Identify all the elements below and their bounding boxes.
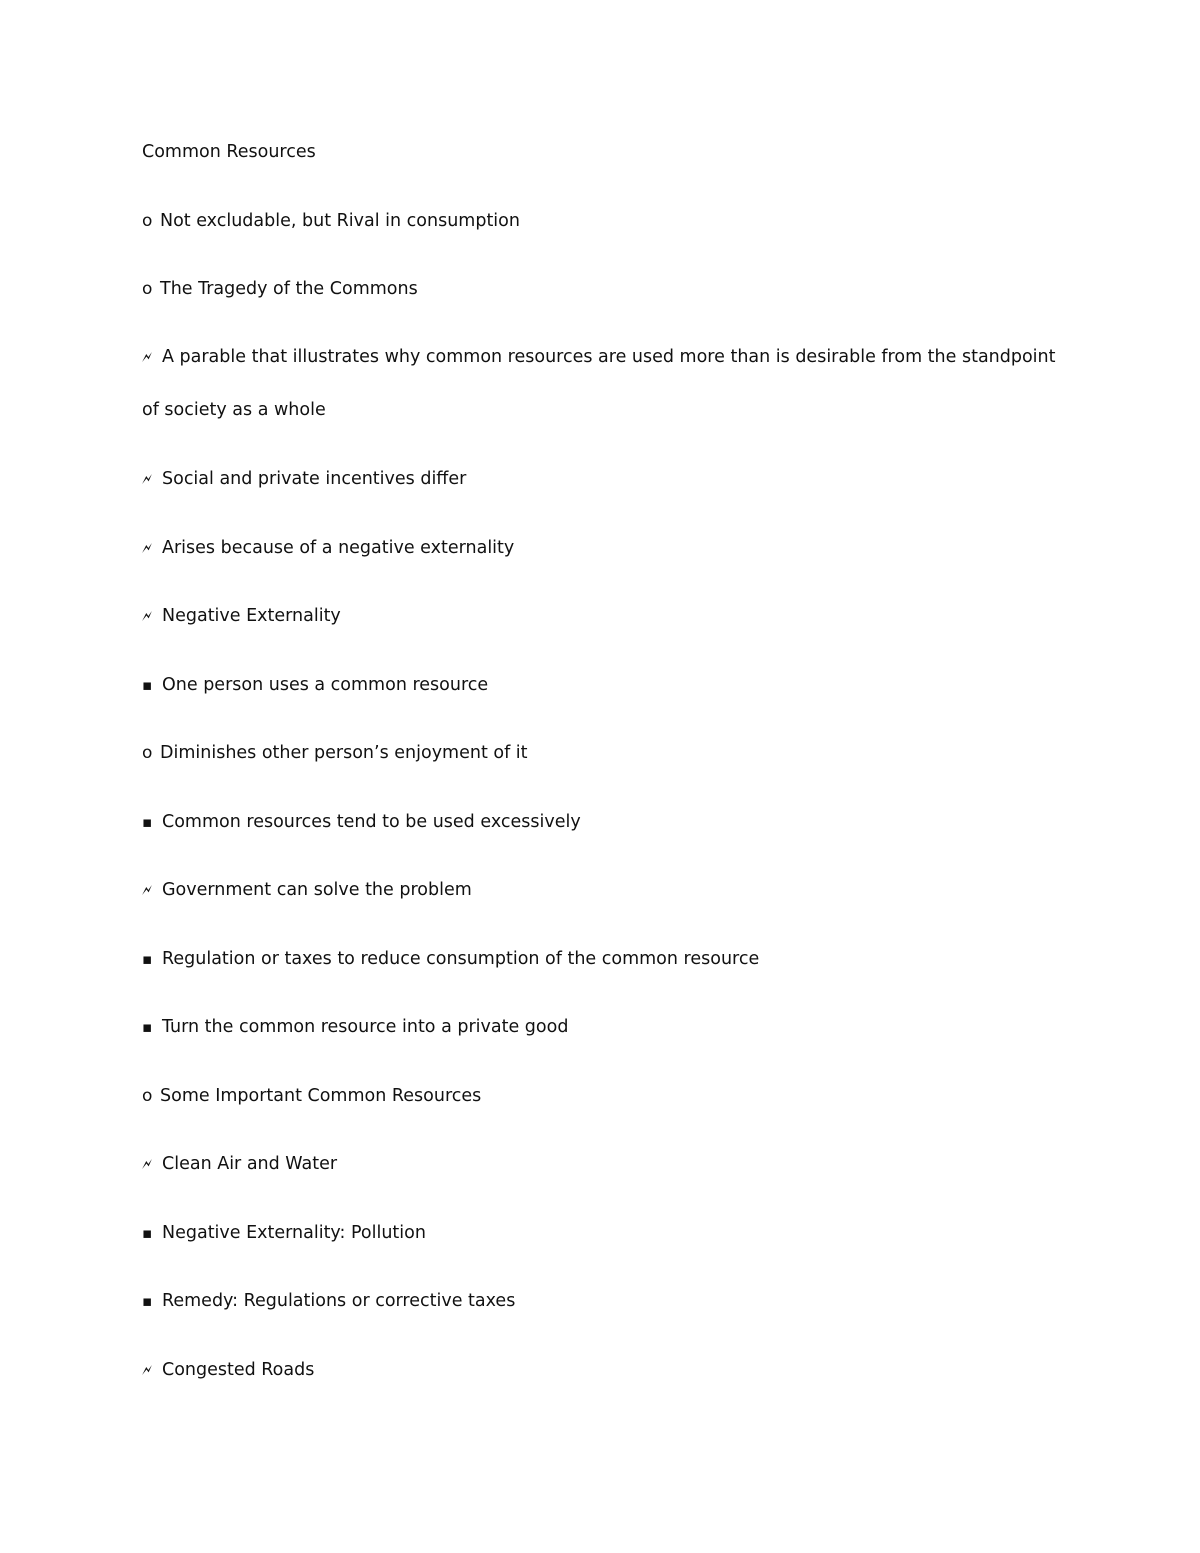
list-item [142,811,1062,833]
glyph-bullet-icon: 🗲 [142,1155,152,1173]
list-item-text: Turn the common resource into a private good [162,1017,569,1037]
list-item [142,948,1062,970]
list-item [142,1290,1062,1312]
glyph-bullet-icon: 🗲 [142,348,152,366]
document-body [142,141,1062,1427]
list-item-text: Congested Roads [162,1359,315,1380]
list-item [142,210,1062,232]
square-bullet-icon: ▪ [142,1292,153,1310]
list-item [142,879,1062,901]
list-item-text: Clean Air and Water [162,1154,338,1174]
square-bullet-icon: ▪ [142,1223,153,1242]
hollow-bullet-icon: o [142,279,153,299]
list-item-text: Arises because of a negative externality [162,537,515,558]
list-item-text: Government can solve the problem [162,880,472,900]
hollow-bullet-icon: o [142,210,153,231]
list-item-text: Social and private incentives differ [162,469,467,489]
square-bullet-icon: ▪ [142,949,153,968]
list-item [142,278,1062,300]
glyph-bullet-icon: 🗲 [142,607,152,625]
list-item [142,1222,1062,1244]
list-item-text: Common resources tend to be used excessively [162,811,581,832]
square-bullet-icon: ▪ [142,1018,153,1036]
list-item [142,1016,1062,1038]
hollow-bullet-icon: o [142,1085,153,1106]
list-item-text: The Tragedy of the Commons [160,279,418,299]
list-item [142,331,1062,437]
list-item [142,674,1062,696]
list-item [142,1085,1062,1107]
list-item-text: Not excludable, but Rival in consumption [160,210,520,231]
list-item [142,605,1062,627]
list-item-text: One person uses a common resource [162,674,489,695]
glyph-bullet-icon: 🗲 [142,1360,152,1379]
list-item [142,1359,1062,1381]
list-item-text: Negative Externality: Pollution [162,1222,426,1243]
list-item [142,537,1062,559]
list-item-text: Some Important Common Resources [160,1085,482,1106]
hollow-bullet-icon: o [142,743,153,763]
square-bullet-icon: ▪ [142,675,153,694]
list-item [142,1153,1062,1175]
list-item-text: Remedy: Regulations or corrective taxes [162,1291,516,1311]
list-item-text: Negative Externality [162,606,341,626]
glyph-bullet-icon: 🗲 [142,538,152,557]
glyph-bullet-icon: 🗲 [142,881,152,899]
list-item-text: Diminishes other person’s enjoyment of it [160,743,528,763]
list-item [142,468,1062,490]
document-title: Common Resources [142,142,316,162]
square-bullet-icon: ▪ [142,812,153,831]
list-item [142,742,1062,764]
list-item-text: Regulation or taxes to reduce consumption of the common resource [162,948,760,969]
list-item-text: A parable that illustrates why common resources are used more than is desirable from the standpoint of society as a whole [142,347,1056,420]
glyph-bullet-icon: 🗲 [142,470,152,488]
